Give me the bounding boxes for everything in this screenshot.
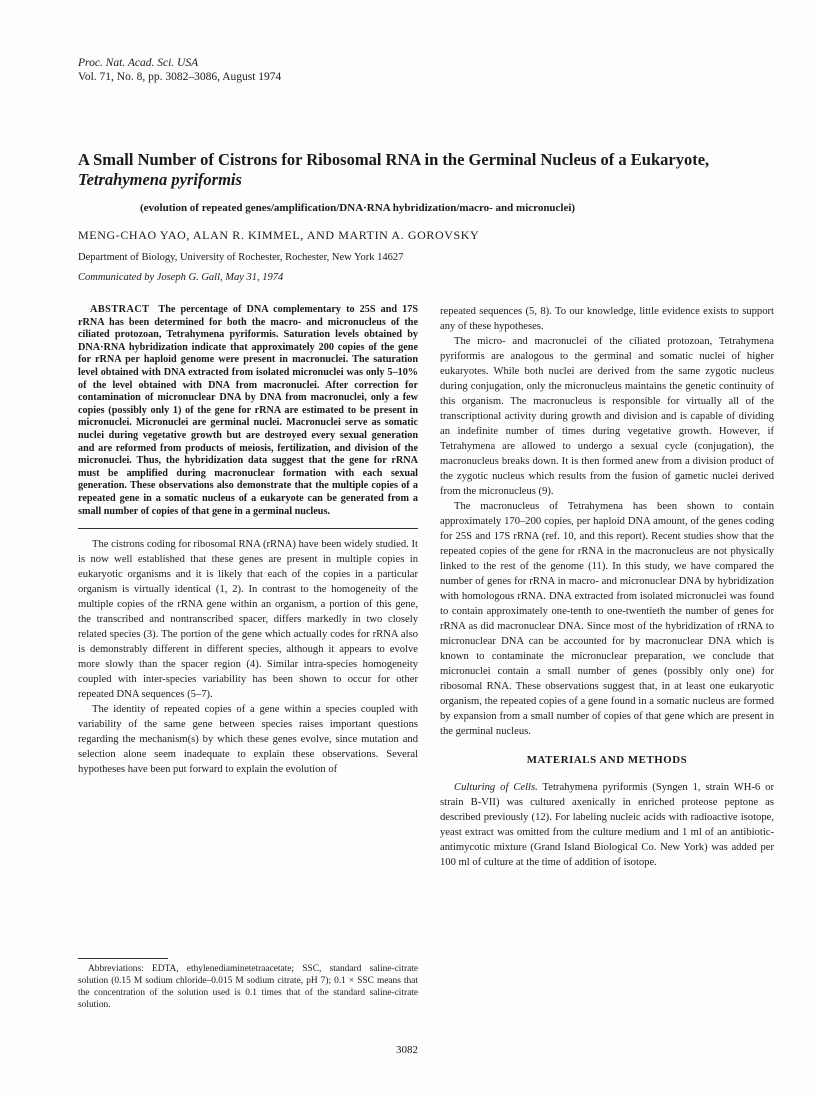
footnote: Abbreviations: EDTA, ethylenediaminetetraacetate; SSC, standard saline-citrate solution (0.15 M sodium chloride–0.015 M sodium citrate, pH 7); 0.1 × SSC means that the concentration of the solution used is 0.1 times that of the standard saline-citrate solution. <box>78 964 418 1010</box>
abstract-text: The percentage of DNA complementary to 25S and 17S rRNA has been determined for both the macro- and micronucleus of the ciliated protozoan, Tetrahymena pyriformis. Saturation levels obtained by DNA·RNA hybridization indicate that approximately 200 copies of the gene for rRNA per haploid genome were present in macronuclei. The saturation level obtained with DNA extracted from isolated micronuclei was only 5–10% of the level obtained with DNA from macronuclei. After correction for contamination of micronuclear DNA by DNA from macronuclei, only a few copies (possibly only 1) of the gene for rRNA are estimated to be present in micronuclei. Micronuclei are germinal nuclei. Macronuclei serve as somatic nuclei during vegetative growth but are destroyed every sexual generation and are reformed from products of meiosis, fertilization, and division of the micronuclei. Thus, the hybridization data suggest that the gene for rRNA must be amplified during macronuclear formation with each sexual generation. These observations also demonstrate that the multiple copies of a repeated gene in a somatic nucleus of a eukaryote can be generated from a small number of copies of that gene in a germinal nucleus. <box>78 304 418 517</box>
footnote-divider <box>78 958 168 959</box>
affiliation: Department of Biology, University of Rochester, Rochester, New York 14627 <box>78 252 404 263</box>
methods-paragraph <box>440 780 774 870</box>
methods-text: Tetrahymena pyriformis (Syngen 1, strain WH-6 or strain B-VII) was cultured axenically in enriched proteose peptone as described previously (12). For labeling nucleic acids with radioactive isotope, yeast extract was omitted from the culture medium and 1 ml of an antibiotic-antimycotic mixture (Grand Island Biological Co. New York) was added per 100 ml of culture at the time of addition of isotope. <box>440 782 775 868</box>
body-paragraph: The identity of repeated copies of a gene within a species coupled with variability of the same gene between species raises important questions regarding the mechanism(s) by which these genes evolve, since mutation and selection alone seem inadequate to explain these observations. Several hypotheses have been put forward to explain the evolution of <box>78 704 418 776</box>
abstract-label: ABSTRACT <box>90 304 150 315</box>
abstract-divider <box>78 528 418 529</box>
body-paragraph: repeated sequences (5, 8). To our knowledge, little evidence exists to support any of these hypotheses. <box>440 306 774 332</box>
left-column <box>78 304 418 777</box>
communicated-by: Communicated by Joseph G. Gall, May 31, 1974 <box>78 272 284 283</box>
journal-name: Proc. Nat. Acad. Sci. USA <box>78 57 199 69</box>
page-number: 3082 <box>396 1044 418 1056</box>
body-paragraph: The macronucleus of Tetrahymena has been shown to contain approximately 170–200 copies, per haploid DNA amount, of the genes coding for 25S and 17S rRNA (ref. 10, and this report). Recent studies show that the repeated copies of the gene for rRNA in the macronucleus are not physically linked to the rest of the genome (11). In this study, we have compared the number of genes for rRNA in macro- and micronuclear DNA by hybridization with homologous rRNA. DNA extracted from isolated micronuclei was found to contain approximately one-tenth to one-twentieth the number of genes for rRNA as did macronuclear DNA. Since most of the hybridization of rRNA to micronuclear DNA can be accounted for by macronuclear DNA which is known to contaminate the micronuclear preparation, we conclude that micronuclei contain a small number of genes (possibly only one) for ribosomal RNA. These observations suggest that, in at least one eukaryotic organism, the repeated copies of a gene found in a somatic nucleus are formed by expansion from a small number of copies of that gene which are present in the germinal nucleus. <box>440 501 774 737</box>
journal-header <box>78 56 281 84</box>
authors: MENG-CHAO YAO, ALAN R. KIMMEL, AND MARTIN A. GOROVSKY <box>78 228 480 242</box>
article-title <box>78 150 738 190</box>
title-text: A Small Number of Cistrons for Ribosomal RNA in the Germinal Nucleus of a Eukaryote, <box>78 150 710 169</box>
runin-heading: Culturing of Cells. <box>454 782 538 793</box>
section-heading: MATERIALS AND METHODS <box>526 754 688 766</box>
journal-volume: Vol. 71, No. 8, pp. 3082–3086, August 1974 <box>78 71 282 83</box>
title-organism: Tetrahymena pyriformis <box>78 170 242 189</box>
abstract <box>78 304 418 518</box>
body-paragraph: The cistrons coding for ribosomal RNA (rRNA) have been widely studied. It is now well established that these genes are present in multiple copies in eukaryotic organisms and it is likely that each of the copies in a particular organism is virtually identical (1, 2). In contrast to the homogeneity of the multiple copies of the rRNA gene within an organism, a portion of this gene, the transcribed and nontranscribed spacer, differs markedly in two closely related species (3). The portion of the gene which actually codes for rRNA also is demonstrably different in different species, although it appears to evolve more slowly than the spacer region (4). Similar intra-species homogeneity coupled with inter-species variability has been shown to occur for other repeated DNA sequences (5–7). <box>78 539 418 701</box>
right-column <box>440 304 774 870</box>
body-paragraph: The micro- and macronuclei of the ciliated protozoan, Tetrahymena pyriformis are analogous to the germinal and somatic nuclei of higher eukaryotes. While both nuclei are derived from the same zygotic nucleus during conjugation, only the micronucleus maintains the genetic continuity of this organism. The macronucleus is responsible for virtually all of the transcriptional activity during growth and division and is capable of dividing an indefinite number of times during vegetative growth. However, if Tetrahymena are allowed to undergo a sexual cycle (conjugation), the macronucleus breaks down. It is then formed anew from a division product of the zygotic nucleus which results from the fusion of gametic nuclei derived from the micronucleus (9). <box>440 336 774 497</box>
keywords: (evolution of repeated genes/amplification/DNA·RNA hybridization/macro- and micronuclei) <box>140 202 576 214</box>
